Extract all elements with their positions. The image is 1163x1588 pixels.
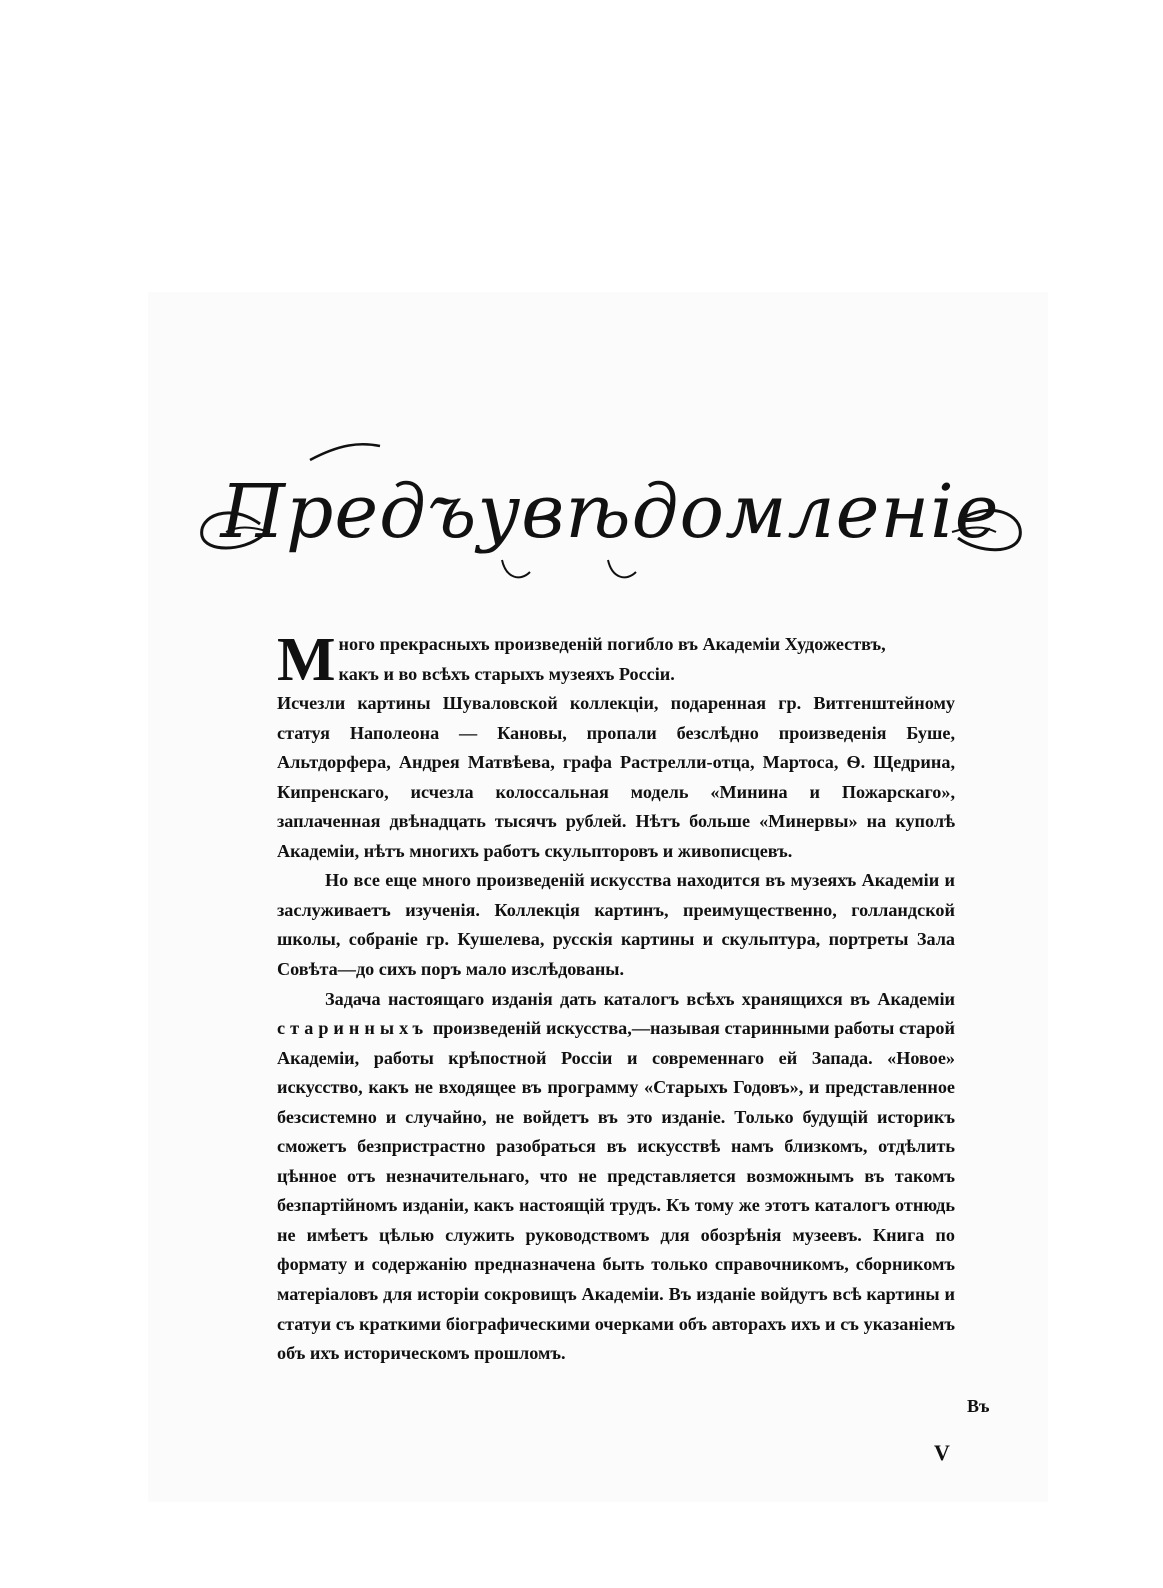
heading-block <box>190 432 1030 592</box>
page-number: V <box>934 1440 950 1465</box>
paragraph-3-spaced-word: старинныхъ <box>277 1018 429 1039</box>
paragraph-3 <box>277 985 955 1369</box>
page-heading: Предъувѣдомленіе <box>220 469 1000 555</box>
dropcap-letter: М <box>277 626 336 694</box>
paragraph-1-line-1: ного прекрасныхъ произведеній погибло въ Академіи Художествъ, <box>338 634 886 654</box>
paragraph-2: Но все еще много произведеній искусства находится въ музеяхъ Академіи и заслуживаетъ изученія. Коллекція картинъ, преимущественно, голландской школы, собраніе гр. Кушелева, русскія картины и скульптура, портреты Зала Совѣта—до сихъ поръ мало изслѣдованы. <box>277 870 955 980</box>
paragraph-1 <box>277 626 955 866</box>
paragraph-1-rest: Исчезли картины Шуваловской коллекціи, подаренная гр. Витгенштейному статуя Наполеона — Кановы, пропали безслѣдно произведенія Буше, Альтдорфера, Андрея Матвѣева, графа Растрелли-отца, Мартоса, Ѳ. Щедрина, Кипренскаго, исчезла колоссальная модель «Минина и Пожарскаго», заплаченная двѣнадцать тысячъ рублей. Нѣтъ больше «Минервы» на куполѣ Академіи, нѣтъ многихъ работъ скульпторовъ и живописцевъ. <box>277 693 955 861</box>
paragraph-1-line-2: какъ и во всѣхъ старыхъ музеяхъ Россіи. <box>338 663 675 684</box>
body-text <box>277 626 956 1369</box>
catchword: Въ <box>967 1396 990 1416</box>
paragraph-3-part-1: Задача настоящаго изданія дать каталогъ всѣхъ хранящихся въ Академіи <box>325 988 955 1009</box>
paragraph-3-part-2: произведеній искусства,—называя старинными работы старой Академіи, работы крѣпостной Россіи и современнаго ей Запада. «Новое» искусство, какъ не входящее въ программу «Старыхъ Годовъ», и представленное безсистемно и случайно, не войдетъ въ это изданіе. Только будущій историкъ сможетъ безпристрастно разобраться въ искусствѣ намъ близкомъ, отдѣлить цѣнное отъ незначительнаго, что не представляется возможнымъ въ такомъ безпартійномъ изданіи, какъ настоящій трудъ. Къ тому же этотъ каталогъ отнюдь не имѣетъ цѣлью служить руководствомъ для обозрѣнія музеевъ. Книга по формату и содержанію предназначена быть только справочникомъ, сборникомъ матеріаловъ для исторіи сокровищъ Академіи. Въ изданіе войдутъ всѣ картины и статуи съ краткими біографическими очерками объ авторахъ ихъ и съ указаніемъ объ ихъ историческомъ прошломъ. <box>277 1018 956 1364</box>
